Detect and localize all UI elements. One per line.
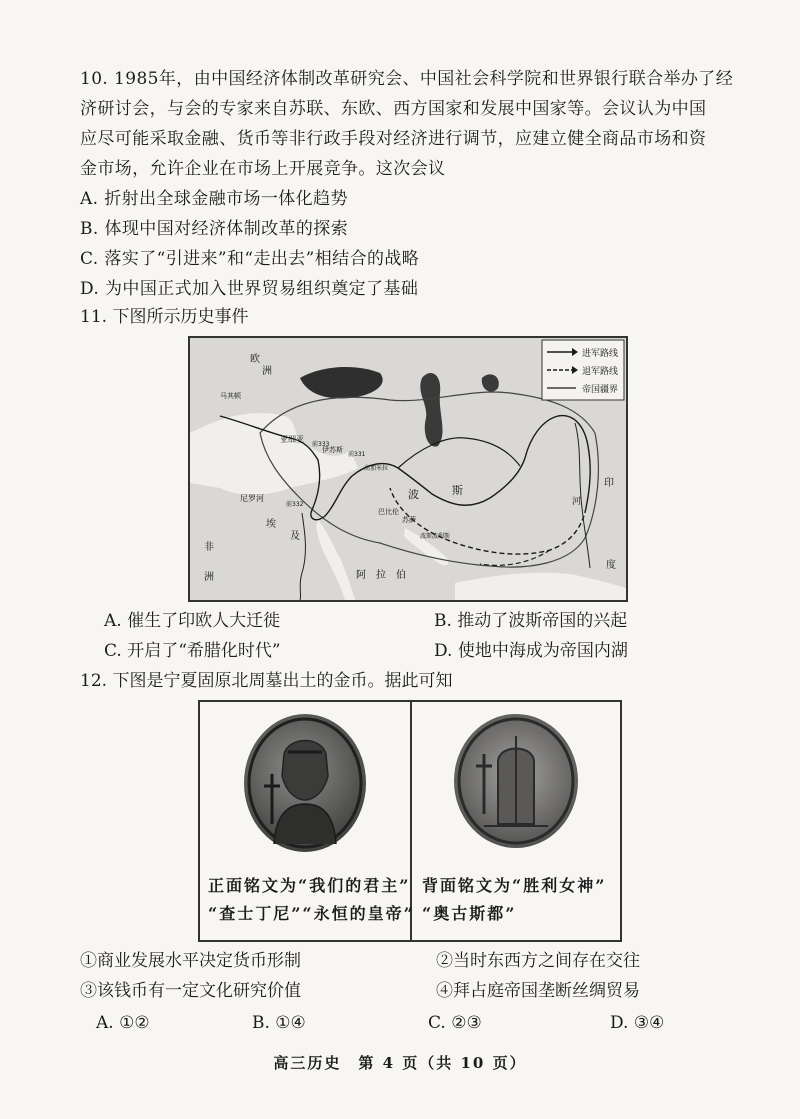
caption-reverse-line: “奥古斯都” (422, 904, 517, 923)
caption-reverse-line: 背面铭文为“胜利女神” (422, 876, 607, 895)
label-arabia-3: 伯 (396, 570, 406, 581)
label-macedonia: 马其顿 (220, 392, 241, 400)
label-indus-river: 河 (572, 497, 582, 507)
q12-statement-4: ④拜占庭帝国垄断丝绸贸易 (436, 981, 640, 1001)
alexander-campaign-map (188, 336, 628, 602)
q10-stem-line: 济研讨会，与会的专家来自苏联、东欧、西方国家和发展中国家等。会议认为中国 (80, 99, 707, 119)
label-year-332: 前332 (286, 501, 304, 508)
caption-obverse-line: “查士丁尼”“永恒的皇帝” (208, 904, 415, 923)
coin-caption-reverse (422, 872, 606, 928)
q11-options (104, 606, 744, 666)
label-year-333: 前333 (312, 441, 330, 448)
q12-stem: 12. 下图是宁夏固原北周墓出土的金币。据此可知 (80, 671, 453, 691)
q12-statement-1: ①商业发展水平决定货币形制 (80, 951, 301, 971)
label-persia-2: 斯 (452, 484, 463, 497)
advance-route (398, 438, 520, 468)
coin-reverse-image (454, 714, 578, 848)
label-europe-2: 洲 (262, 366, 272, 377)
label-egypt-1: 埃 (266, 519, 276, 530)
q11-option-d: D. 使地中海成为帝国内湖 (434, 641, 628, 661)
label-india-1: 印 (604, 478, 614, 489)
label-susa: 苏萨 (402, 516, 416, 524)
label-arabia-2: 拉 (376, 570, 386, 581)
coin-caption-obverse (208, 872, 415, 928)
q10-option-b: B. 体现中国对经济体制改革的探索 (80, 219, 349, 239)
q10-stem-line: 应尽可能采取金融、货币等非行政手段对经济进行调节，应建立健全商品市场和资 (80, 129, 707, 149)
legend-advance: 进军路线 (582, 349, 619, 359)
q10-option-d: D. 为中国正式加入世界贸易组织奠定了基础 (80, 279, 419, 299)
caspian-sea (420, 373, 442, 447)
q12-answer-d: D. ③④ (610, 1013, 665, 1033)
label-asia-minor: 亚细亚 (280, 435, 304, 444)
q12-statement-3: ③该钱币有一定文化研究价值 (80, 981, 301, 1001)
label-africa-1: 非 (204, 542, 214, 553)
q12-statement-2: ②当时东西方之间存在交往 (436, 951, 640, 971)
caption-obverse-line: 正面铭文为“我们的君主” (208, 876, 411, 895)
map-figure (190, 338, 626, 600)
q12-statements (80, 946, 760, 1006)
q10-stem-line: 10. 1985年，由中国经济体制改革研究会、中国社会科学院和世界银行联合举办了经 (80, 69, 734, 89)
label-gaugamela: 高加米拉 (364, 465, 389, 472)
q10-option-a: A. 折射出全球金融市场一体化趋势 (80, 189, 348, 209)
black-sea (300, 367, 383, 398)
q10-options (80, 184, 752, 304)
q11-stem: 11. 下图所示历史事件 (80, 307, 249, 327)
label-india-2: 度 (606, 560, 616, 571)
q11-option-c: C. 开启了“希腊化时代” (104, 641, 281, 661)
coin-figure (198, 700, 622, 942)
arabian-sea (455, 573, 626, 600)
q12-answer-b: B. ①④ (252, 1013, 306, 1033)
label-year-331: 前331 (348, 451, 366, 458)
label-nile: 尼罗河 (240, 494, 264, 503)
label-arabia-1: 阿 (356, 570, 366, 581)
label-egypt-2: 及 (290, 531, 300, 542)
legend-boundary: 帝国疆界 (582, 385, 619, 395)
coin-obverse-image (244, 714, 366, 852)
legend-retreat: 退军路线 (582, 367, 619, 377)
label-issus: 伊苏斯 (322, 446, 343, 454)
q10-stem-line: 金市场，允许企业在市场上开展竞争。这次会议 (80, 159, 446, 179)
page-footer: 高三历史 第 4 页（共 10 页） (273, 1054, 527, 1072)
q12-answer-a: A. ①② (96, 1013, 150, 1033)
label-babylon: 巴比伦 (378, 508, 399, 516)
q11-option-b: B. 推动了波斯帝国的兴起 (434, 611, 628, 631)
aral-sea (482, 374, 499, 391)
q12-answer-c: C. ②③ (428, 1013, 482, 1033)
label-persepolis: 波斯波利斯 (420, 533, 451, 540)
label-persia-1: 波 (408, 488, 419, 501)
label-europe-1: 欧 (250, 354, 260, 365)
q10-option-c: C. 落实了“引进来”和“走出去”相结合的战略 (80, 249, 420, 269)
question-10 (80, 64, 752, 304)
q11-option-a: A. 催生了印欧人大迁徙 (104, 611, 281, 631)
red-sea (316, 520, 355, 600)
label-africa-2: 洲 (204, 572, 214, 583)
nile-river (300, 513, 305, 600)
